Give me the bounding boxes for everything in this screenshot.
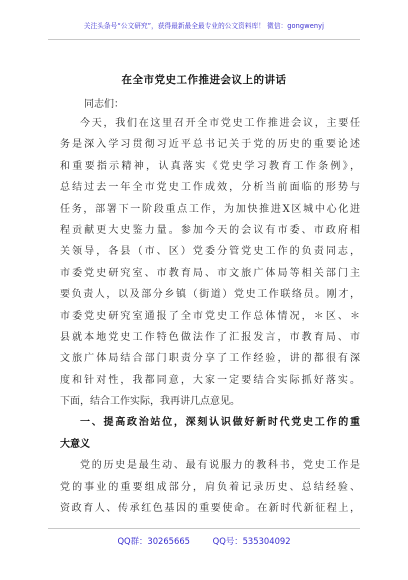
paragraph-1-line: 任务，部署下一阶段重点工作，为加快推进X区城中心化进 (60, 203, 360, 215)
footer-qq-group: QQ群：30265665 (117, 536, 190, 546)
section-heading-line: 大意义 (60, 438, 90, 450)
paragraph-2-line: 资政育人、传承红色基因的重要使命。在新时代新征程上， (60, 503, 360, 515)
paragraph-1-line: 程贡献更大史鉴力量。参加今天的会议有市委、市政府相 (60, 224, 360, 236)
document-body (60, 113, 360, 519)
paragraph-1-line: 度和针对性，我都同意，大家一定要结合实际抓好落实。 (60, 374, 360, 386)
section-heading-line: 一、提高政治站位，深刻认识做好新时代党史工作的重 (80, 417, 360, 429)
greeting: 同志们： (84, 99, 124, 110)
paragraph-1-line: 市委党史研究室、市教育局、市文旅广体局等相关部门主 (60, 267, 360, 279)
footer-qq-number: QQ号：535304092 (212, 536, 291, 546)
paragraph-2-line: 党的历史是最生动、最有说服力的教科书，党史工作是 (80, 460, 360, 472)
paragraph-1-line: 今天，我们在这里召开全市党史工作推进会议，主要任 (80, 118, 360, 129)
paragraph-1-line: 要负责人，以及部分乡镇（街道）党史工作联络员。刚才， (60, 289, 360, 301)
paragraph-1-line: 县就本地党史工作特色做法作了汇报发言，市教育局、市 (60, 331, 360, 343)
document-title: 在全市党史工作推进会议上的讲话 (121, 74, 287, 86)
paragraph-1-line: 市委党史研究室通报了全市党史工作总体情况，＊区、＊ (60, 310, 360, 322)
paragraph-1-line: 下面，结合工作实际，我再讲几点意见。 (60, 396, 240, 408)
paragraph-1-line: 文旅广体局结合部门职责分享了工作经验，讲的都很有深 (60, 353, 360, 365)
paragraph-1-line: 务是深入学习贯彻习近平总书记关于党的历史的重要论述 (60, 139, 360, 151)
footer-contact (0, 535, 408, 547)
header-divider (48, 39, 360, 40)
paragraph-1-line: 和重要指示精神，认真落实《党史学习教育工作条例》， (60, 160, 360, 172)
footer-divider (48, 528, 360, 529)
header-banner: 关注头条号“公文研究”，获得最新最全最专业的公文资料库！ 微信：gongwenyj (83, 22, 325, 30)
paragraph-2-line: 党的事业的重要组成部分，肩负着记录历史、总结经验、 (60, 481, 360, 493)
paragraph-1-line: 关领导，各县（市、区）党委分管党史工作的负责同志， (60, 246, 360, 258)
paragraph-1-line: 总结过去一年全市党史工作成效，分析当前面临的形势与 (60, 182, 360, 194)
